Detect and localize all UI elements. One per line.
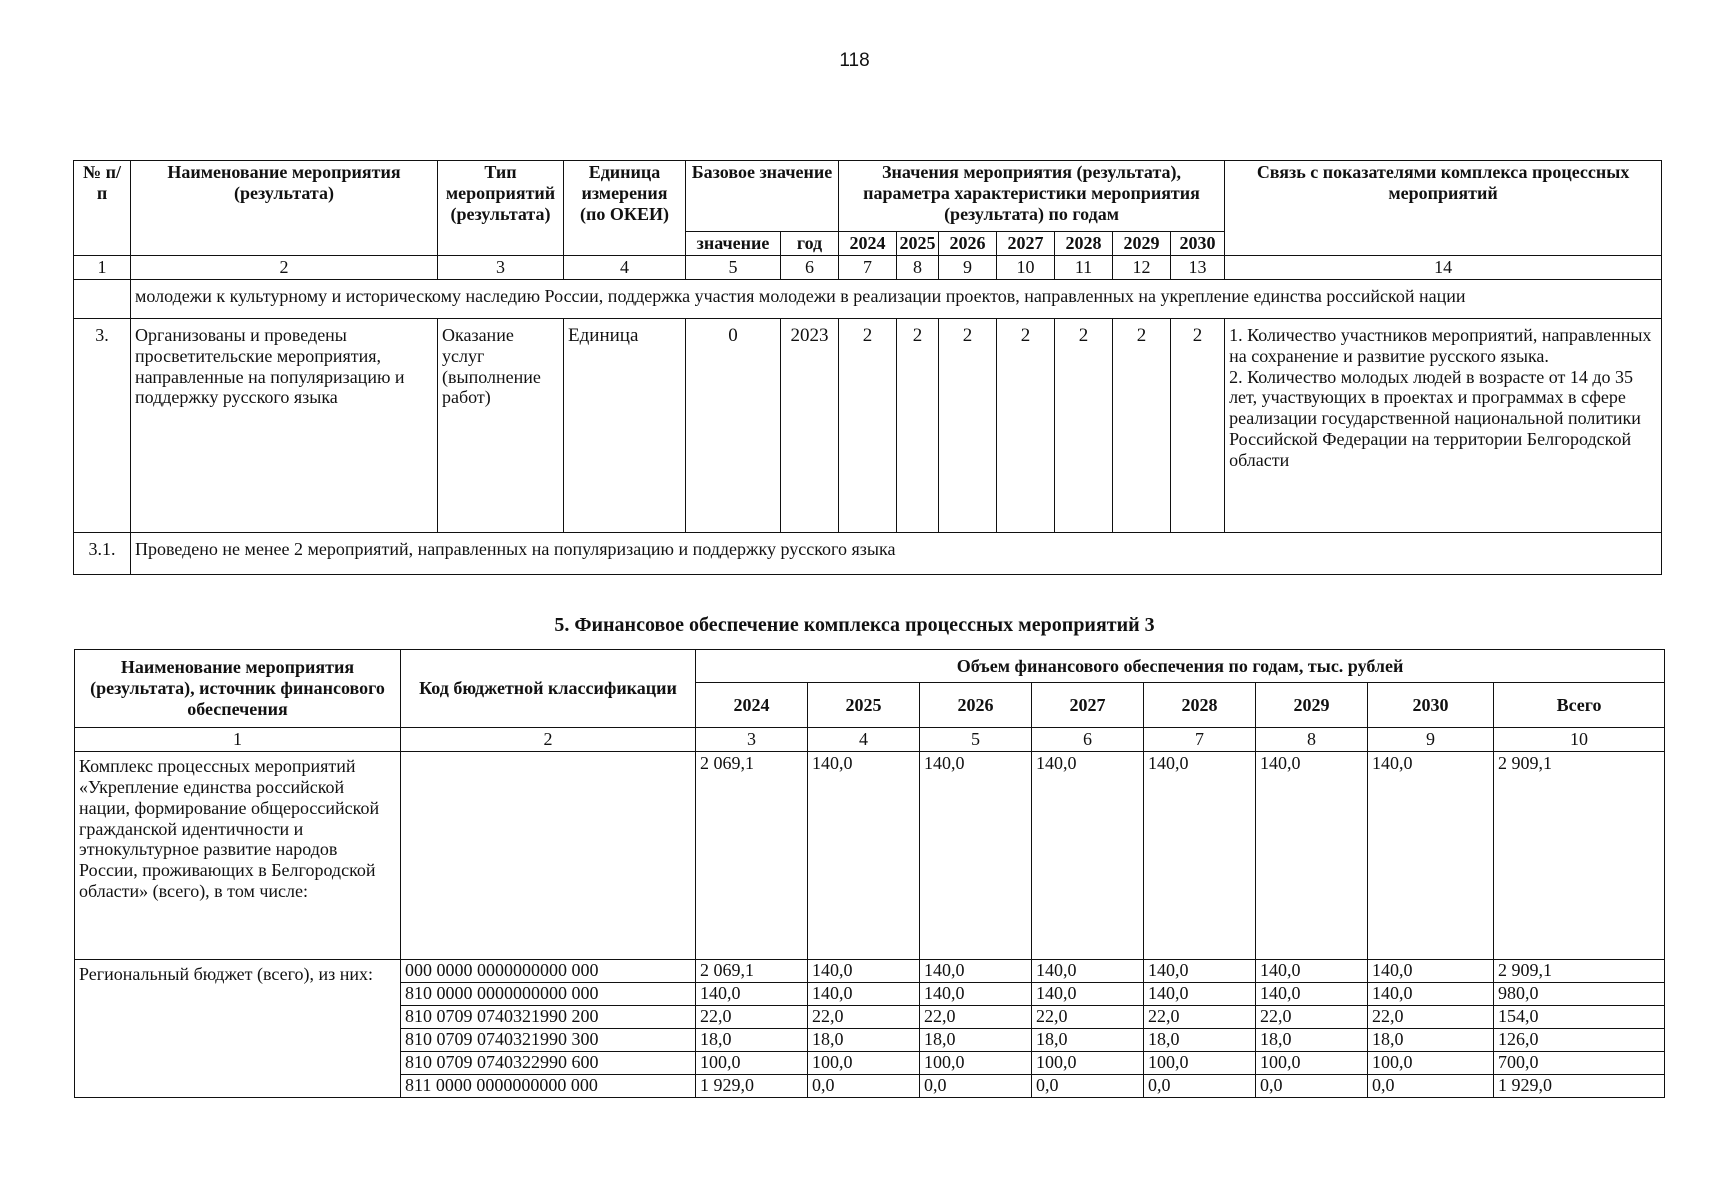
complex-name: Комплекс процессных мероприятий «Укрепление единства российской нации, формирование общероссийской гражданской идентичности и этнокультурное развитие народов России, проживающих в Белгородской области» (всего), в том числе: [75,751,401,959]
results-table [73,160,1662,575]
amount: 140,0 [808,982,920,1005]
header-year: 2028 [1055,232,1113,256]
amount: 0,0 [1032,1074,1144,1097]
column-number: 9 [939,255,997,279]
amount: 0,0 [920,1074,1032,1097]
header-name: Наименование мероприятия (результата) [131,161,438,256]
amount: 22,0 [1032,1005,1144,1028]
amount-total: 700,0 [1494,1051,1665,1074]
amount: 18,0 [808,1028,920,1051]
event-type: Оказание услуг (выполнение работ) [438,318,564,532]
amount-total: 1 929,0 [1494,1074,1665,1097]
budget-code: 810 0709 0740321990 300 [401,1028,696,1051]
header-link: Связь с показателями комплекса процессных мероприятий [1225,161,1662,256]
indicator-links [1225,318,1662,532]
amount: 18,0 [1144,1028,1256,1051]
amount: 140,0 [1256,751,1368,959]
page-number: 118 [839,50,870,71]
amount: 22,0 [1256,1005,1368,1028]
column-number: 6 [781,255,839,279]
table-row [75,959,1665,982]
indicator-link: 1. Количество участников мероприятий, направленных на сохранение и развитие русского языка. [1229,324,1652,366]
financing-table [74,649,1665,1098]
amount: 140,0 [808,959,920,982]
column-number: 11 [1055,255,1113,279]
amount: 0,0 [1256,1074,1368,1097]
amount: 100,0 [1144,1051,1256,1074]
amount: 100,0 [920,1051,1032,1074]
header-num: № п/п [74,161,131,256]
column-number: 13 [1171,255,1225,279]
header-total: Всего [1494,683,1665,728]
base-year: 2023 [781,318,839,532]
column-number-row [75,728,1665,752]
header-year: 2027 [997,232,1055,256]
amount: 22,0 [808,1005,920,1028]
amount: 100,0 [1032,1051,1144,1074]
amount: 18,0 [696,1028,808,1051]
event-unit: Единица [564,318,686,532]
header-volume: Объем финансового обеспечения по годам, тыс. рублей [696,650,1665,683]
continuation-text: молодежи к культурному и историческому наследию России, поддержка участия молодежи в реализации проектов, направленных на укрепление единства российской нации [131,279,1662,318]
amount: 140,0 [1032,982,1144,1005]
amount: 2 069,1 [696,751,808,959]
amount: 140,0 [920,959,1032,982]
header-year: 2029 [1113,232,1171,256]
amount: 140,0 [1032,959,1144,982]
section-title: 5. Финансовое обеспечение комплекса процессных мероприятий 3 [554,614,1155,636]
column-number: 3 [438,255,564,279]
header-year: 2027 [1032,683,1144,728]
column-number: 3 [696,728,808,752]
year-value: 2 [1055,318,1113,532]
year-value: 2 [1113,318,1171,532]
budget-code: 000 0000 0000000000 000 [401,959,696,982]
column-number: 4 [808,728,920,752]
budget-code: 811 0000 0000000000 000 [401,1074,696,1097]
amount: 140,0 [1144,751,1256,959]
header-year: 2025 [897,232,939,256]
column-number: 1 [74,255,131,279]
column-number: 10 [997,255,1055,279]
amount: 0,0 [1368,1074,1494,1097]
column-number: 7 [1144,728,1256,752]
amount-total: 980,0 [1494,982,1665,1005]
amount: 18,0 [920,1028,1032,1051]
amount: 140,0 [1368,959,1494,982]
column-number: 1 [75,728,401,752]
amount: 140,0 [920,751,1032,959]
header-name: Наименование мероприятия (результата), источник финансового обеспечения [75,650,401,728]
budget-code: 810 0000 0000000000 000 [401,982,696,1005]
row-num: 3. [74,318,131,532]
amount: 140,0 [808,751,920,959]
header-base-value: значение [686,232,781,256]
column-number: 8 [897,255,939,279]
year-value: 2 [939,318,997,532]
table-row [74,532,1662,574]
header-year: 2028 [1144,683,1256,728]
financing-header-row [75,650,1665,683]
amount: 1 929,0 [696,1074,808,1097]
column-number: 2 [401,728,696,752]
amount: 22,0 [920,1005,1032,1028]
header-year: 2030 [1171,232,1225,256]
subresult-text: Проведено не менее 2 мероприятий, направленных на популяризацию и поддержку русского языка [131,532,1662,574]
amount: 2 069,1 [696,959,808,982]
amount: 140,0 [1032,751,1144,959]
column-number: 14 [1225,255,1662,279]
amount: 18,0 [1368,1028,1494,1051]
amount: 140,0 [1256,959,1368,982]
year-value: 2 [1171,318,1225,532]
event-name: Организованы и проведены просветительские мероприятия, направленные на популяризацию и поддержку русского языка [131,318,438,532]
amount: 22,0 [696,1005,808,1028]
continuation-row [74,279,1662,318]
amount: 100,0 [1368,1051,1494,1074]
header-year: 2024 [696,683,808,728]
amount: 100,0 [808,1051,920,1074]
indicator-link: 2. Количество молодых людей в возрасте от 14 до 35 лет, участвующих в проектах и программах в сфере реализации государственной национальной политики Российской Федерации на территории Белгородской области [1229,366,1641,470]
header-year: 2029 [1256,683,1368,728]
amount: 140,0 [696,982,808,1005]
header-year: 2024 [839,232,897,256]
column-number: 5 [686,255,781,279]
amount: 140,0 [1368,982,1494,1005]
header-unit: Единица измерения (по ОКЕИ) [564,161,686,256]
amount: 140,0 [920,982,1032,1005]
column-number: 6 [1032,728,1144,752]
column-number: 4 [564,255,686,279]
header-type: Тип мероприятий (результата) [438,161,564,256]
header-year: 2026 [939,232,997,256]
amount-total: 2 909,1 [1494,959,1665,982]
table-row [74,318,1662,532]
regional-budget-label: Региональный бюджет (всего), из них: [75,959,401,1097]
amount: 140,0 [1144,982,1256,1005]
row-num: 3.1. [74,532,131,574]
amount: 22,0 [1368,1005,1494,1028]
header-year: 2026 [920,683,1032,728]
amount: 0,0 [808,1074,920,1097]
column-number: 7 [839,255,897,279]
amount-total: 154,0 [1494,1005,1665,1028]
year-value: 2 [897,318,939,532]
amount: 18,0 [1032,1028,1144,1051]
column-number: 10 [1494,728,1665,752]
amount-total: 126,0 [1494,1028,1665,1051]
header-base-year: год [781,232,839,256]
header-values: Значения мероприятия (результата), параметра характеристики мероприятия (результата) по годам [839,161,1225,232]
base-value: 0 [686,318,781,532]
amount: 22,0 [1144,1005,1256,1028]
column-number: 8 [1256,728,1368,752]
column-number: 5 [920,728,1032,752]
header-base: Базовое значение [686,161,839,232]
column-number: 2 [131,255,438,279]
header-year: 2030 [1368,683,1494,728]
amount: 18,0 [1256,1028,1368,1051]
amount: 0,0 [1144,1074,1256,1097]
budget-code: 810 0709 0740321990 200 [401,1005,696,1028]
amount-total: 2 909,1 [1494,751,1665,959]
amount: 140,0 [1368,751,1494,959]
year-value: 2 [997,318,1055,532]
year-value: 2 [839,318,897,532]
budget-code: 810 0709 0740322990 600 [401,1051,696,1074]
table-row [75,751,1665,959]
results-header-row [74,161,1662,232]
header-code: Код бюджетной классификации [401,650,696,728]
column-number: 12 [1113,255,1171,279]
amount: 100,0 [696,1051,808,1074]
amount: 100,0 [1256,1051,1368,1074]
amount: 140,0 [1144,959,1256,982]
column-number: 9 [1368,728,1494,752]
amount: 140,0 [1256,982,1368,1005]
column-number-row [74,255,1662,279]
header-year: 2025 [808,683,920,728]
complex-code [401,751,696,959]
